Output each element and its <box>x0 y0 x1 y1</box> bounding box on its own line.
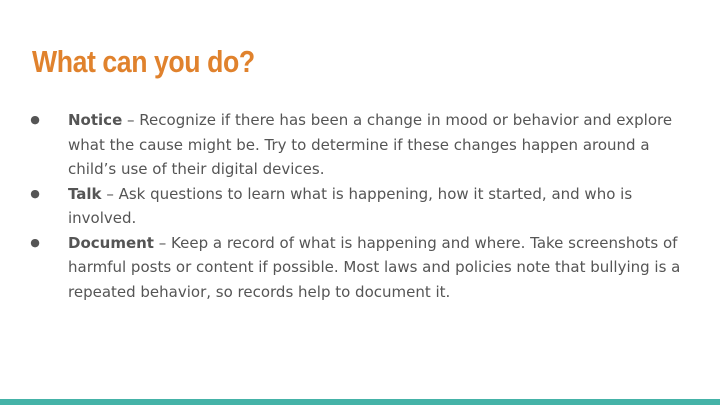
bullet-item-notice <box>30 108 690 182</box>
bullet-text: Recognize if there has been a change in mood or behavior and explore what the cause might be. Try to determine if these changes happen around a child’s use of their digital devices. <box>68 111 673 178</box>
bullet-text: Keep a record of what is happening and where. Take screenshots of harmful posts or content if possible. Most laws and policies note that bullying is a repeated behavior, so records help to document it. <box>68 233 681 301</box>
bullet-item-document <box>30 231 690 305</box>
bullet-dot-icon: ● <box>30 113 40 126</box>
bullet-list <box>30 108 690 304</box>
bullet-separator: – <box>122 111 140 129</box>
bullet-term: Notice <box>68 111 123 129</box>
bullet-item-talk <box>30 182 690 231</box>
bullet-text: Ask questions to learn what is happening, how it started, and who is involved. <box>68 184 633 227</box>
bullet-term: Document <box>68 233 154 252</box>
bullet-separator: – <box>153 233 172 252</box>
bullet-separator: – <box>101 184 119 203</box>
slide-title: What can you do? <box>32 44 255 79</box>
bullet-term: Talk <box>68 184 102 203</box>
bullet-dot-icon: ● <box>30 186 40 200</box>
footer-accent-bar <box>0 399 720 405</box>
bullet-dot-icon: ● <box>30 235 40 249</box>
